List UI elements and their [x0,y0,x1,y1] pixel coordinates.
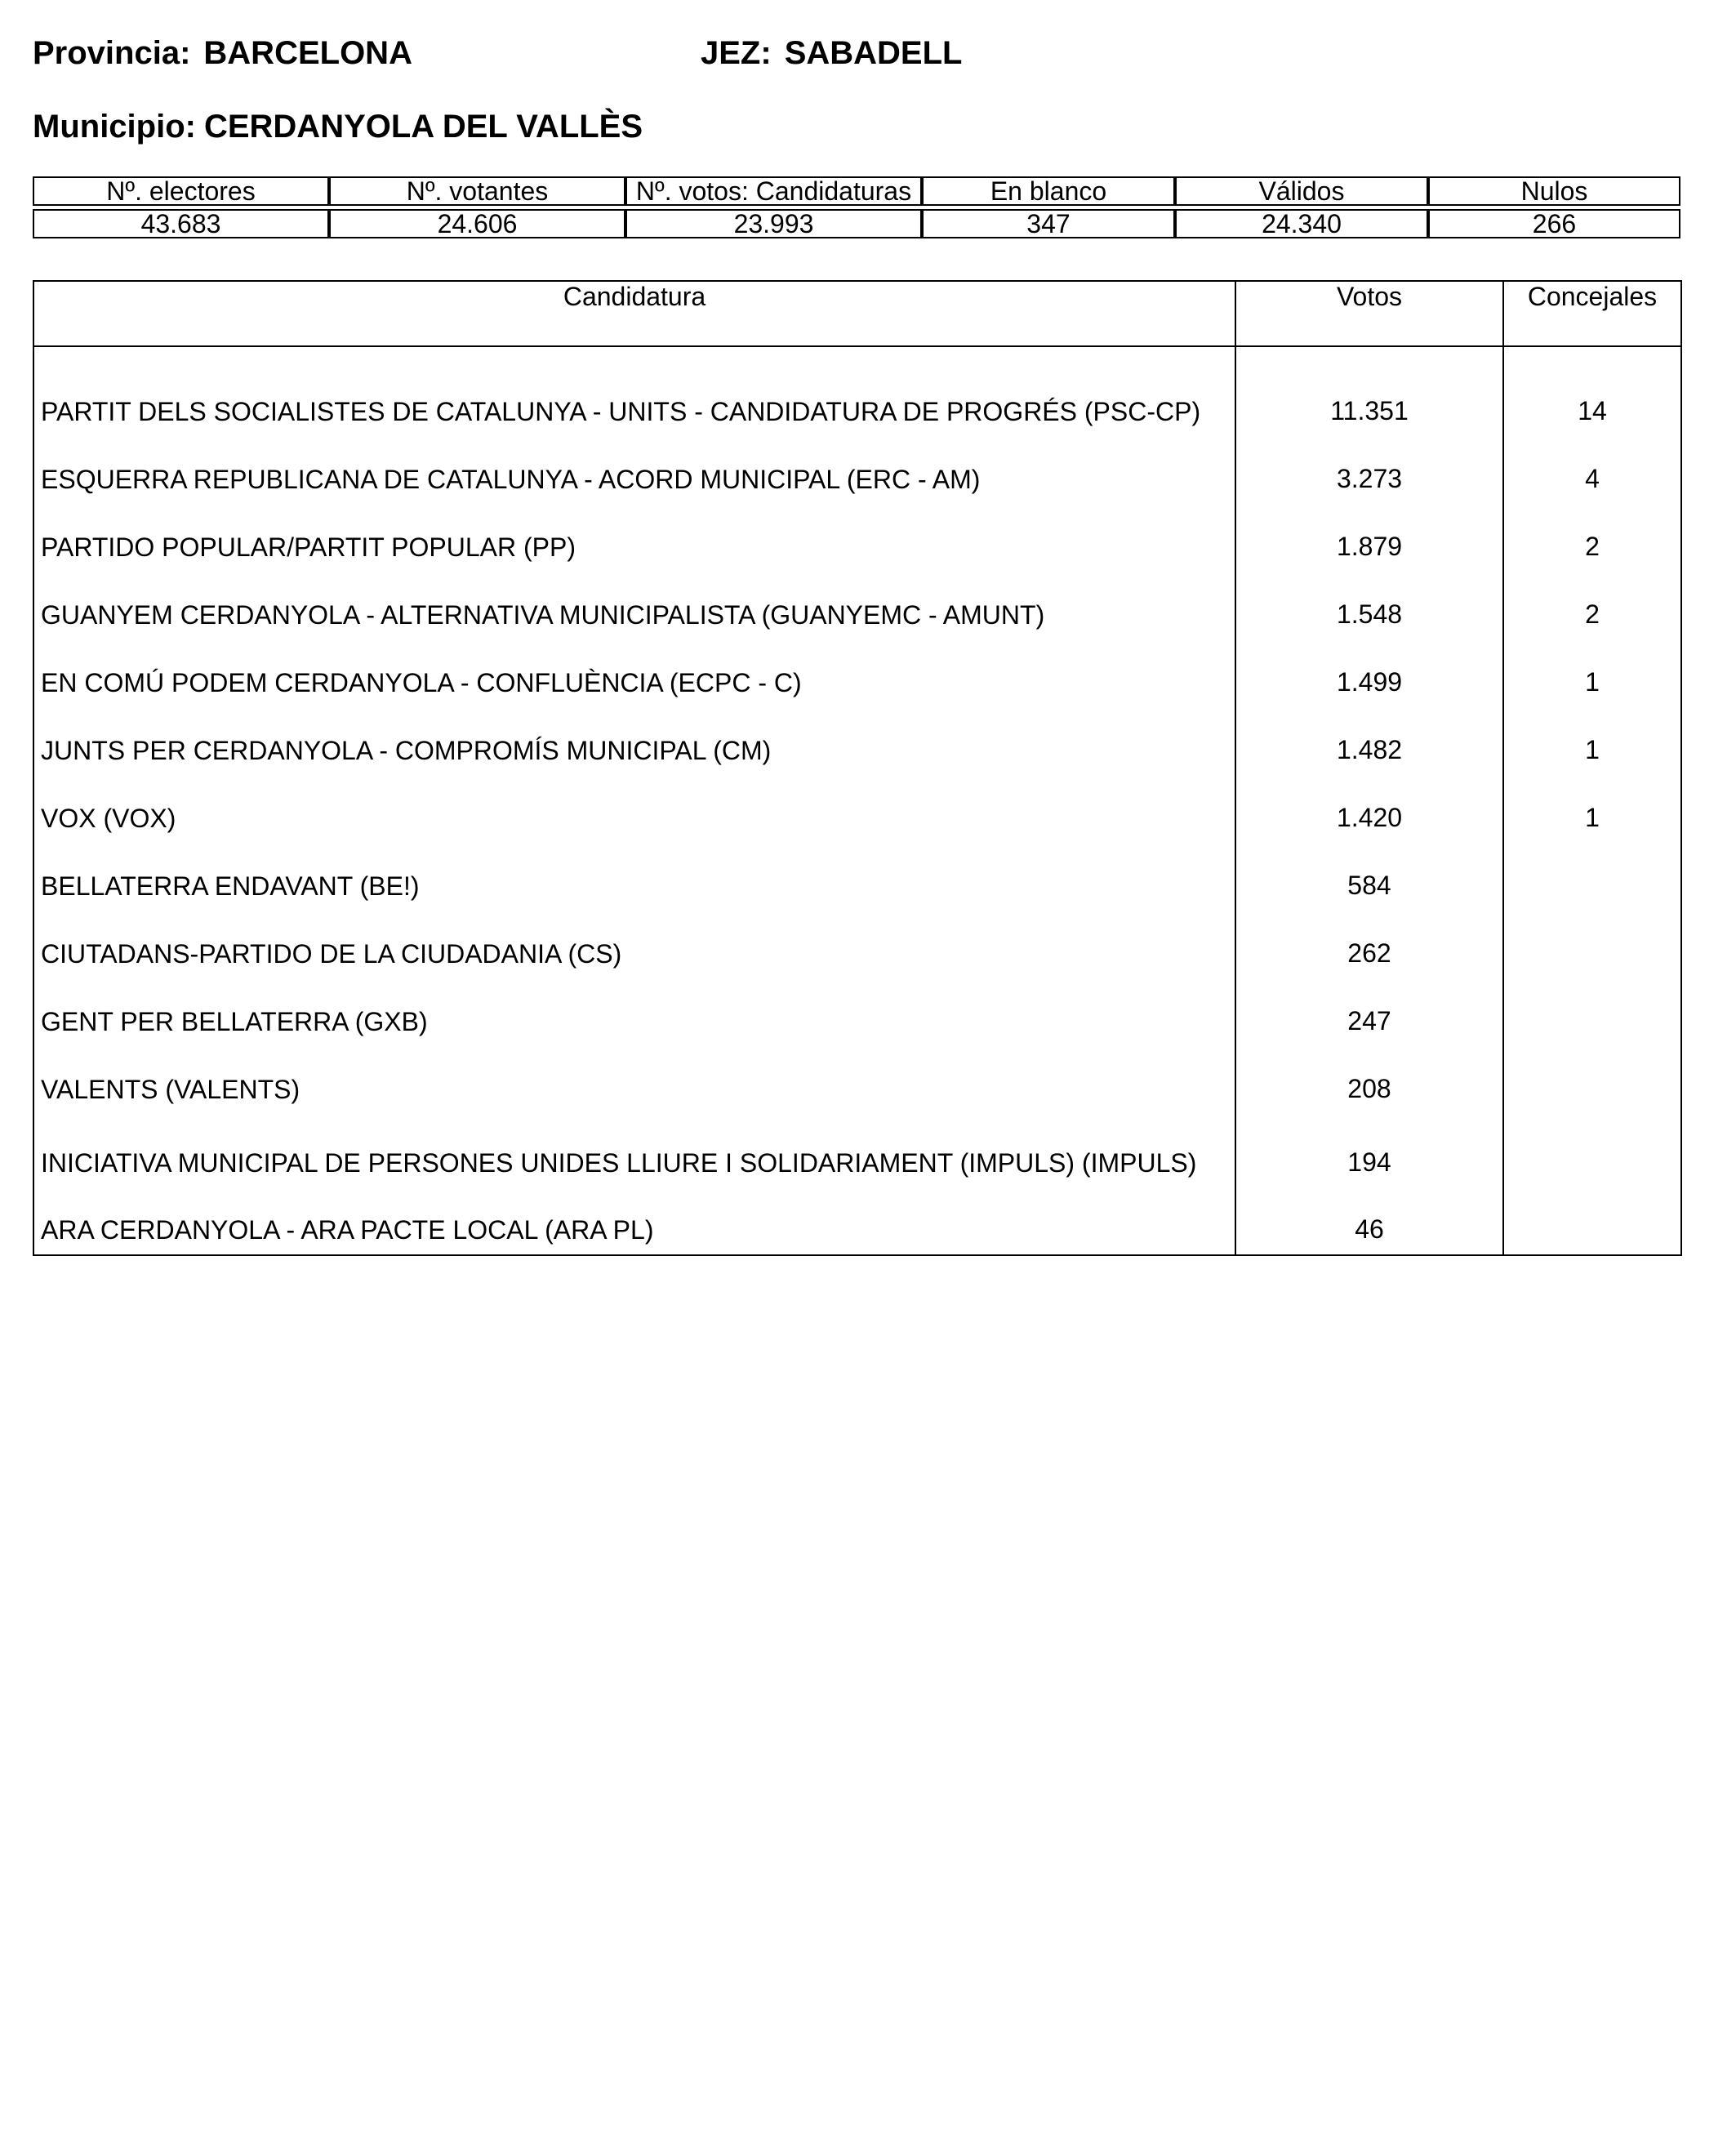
party-votes: 1.879 [1235,504,1503,572]
party-name: EN COMÚ PODEM CERDANYOLA - CONFLUÈNCIA (ECPC - C) [33,639,1235,707]
party-name: VOX (VOX) [33,775,1235,843]
party-name: CIUTADANS-PARTIDO DE LA CIUDADANIA (CS) [33,911,1235,978]
table-row [33,1187,1681,1255]
party-name: PARTIT DELS SOCIALISTES DE CATALUNYA - UNITS - CANDIDATURA DE PROGRÉS (PSC-CP) [33,346,1235,436]
table-row [33,436,1681,504]
party-seats [1503,1046,1681,1114]
party-votes: 1.482 [1235,707,1503,775]
party-name: INICIATIVA MUNICIPAL DE PERSONES UNIDES LLIURE I SOLIDARIAMENT (IMPULS) (IMPULS) [33,1114,1235,1187]
party-votes: 1.548 [1235,572,1503,639]
table-row [33,911,1681,978]
summary-value-validos: 24.340 [1175,209,1428,238]
summary-value-electores: 43.683 [33,209,329,238]
party-seats: 1 [1503,775,1681,843]
provincia-heading [33,37,412,69]
provincia-label: Provincia: [33,35,191,71]
table-row [33,504,1681,572]
party-seats [1503,843,1681,911]
table-row [33,572,1681,639]
party-seats: 2 [1503,572,1681,639]
results-table [33,280,1682,1256]
party-seats: 1 [1503,639,1681,707]
party-seats [1503,1114,1681,1187]
party-seats: 1 [1503,707,1681,775]
party-name: PARTIDO POPULAR/PARTIT POPULAR (PP) [33,504,1235,572]
party-votes: 262 [1235,911,1503,978]
party-votes: 1.499 [1235,639,1503,707]
summary-header-votantes: Nº. votantes [329,176,625,206]
table-row [33,775,1681,843]
table-row [33,639,1681,707]
party-votes: 46 [1235,1187,1503,1255]
party-votes: 584 [1235,843,1503,911]
summary-value-row [33,209,1680,238]
jez-value: SABADELL [784,35,963,71]
summary-header-electores: Nº. electores [33,176,329,206]
results-header-candidatura: Candidatura [33,281,1235,346]
summary-value-nulos: 266 [1428,209,1680,238]
party-seats [1503,978,1681,1046]
party-name: ESQUERRA REPUBLICANA DE CATALUNYA - ACORD MUNICIPAL (ERC - AM) [33,436,1235,504]
summary-value-votos-candidaturas: 23.993 [625,209,922,238]
municipio-heading [33,110,643,143]
table-row [33,1114,1681,1187]
table-row [33,346,1681,436]
municipio-label: Municipio: [33,109,196,145]
summary-header-row [33,176,1680,206]
summary-header-validos: Válidos [1175,176,1428,206]
table-row [33,707,1681,775]
party-name: BELLATERRA ENDAVANT (BE!) [33,843,1235,911]
party-votes: 1.420 [1235,775,1503,843]
party-seats: 14 [1503,346,1681,436]
municipio-value: CERDANYOLA DEL VALLÈS [203,109,643,145]
party-votes: 3.273 [1235,436,1503,504]
results-header-votos: Votos [1235,281,1503,346]
provincia-value: BARCELONA [203,35,412,71]
party-name: JUNTS PER CERDANYOLA - COMPROMÍS MUNICIPAL (CM) [33,707,1235,775]
results-header-concejales: Concejales [1503,281,1681,346]
party-seats [1503,911,1681,978]
table-row [33,1046,1681,1114]
party-votes: 208 [1235,1046,1503,1114]
party-votes: 194 [1235,1114,1503,1187]
jez-heading [701,37,962,69]
summary-header-votos-candidaturas: Nº. votos: Candidaturas [625,176,922,206]
summary-table [33,176,1680,238]
party-votes: 247 [1235,978,1503,1046]
table-row [33,843,1681,911]
summary-header-nulos: Nulos [1428,176,1680,206]
jez-label: JEZ: [701,35,772,71]
table-row [33,978,1681,1046]
summary-header-en-blanco: En blanco [922,176,1175,206]
party-name: VALENTS (VALENTS) [33,1046,1235,1114]
party-name: GUANYEM CERDANYOLA - ALTERNATIVA MUNICIPALISTA (GUANYEMC - AMUNT) [33,572,1235,639]
party-seats: 2 [1503,504,1681,572]
party-seats: 4 [1503,436,1681,504]
summary-value-en-blanco: 347 [922,209,1175,238]
party-seats [1503,1187,1681,1255]
party-name: GENT PER BELLATERRA (GXB) [33,978,1235,1046]
summary-value-votantes: 24.606 [329,209,625,238]
party-votes: 11.351 [1235,346,1503,436]
party-name: ARA CERDANYOLA - ARA PACTE LOCAL (ARA PL) [33,1187,1235,1255]
results-header-row [33,281,1681,346]
